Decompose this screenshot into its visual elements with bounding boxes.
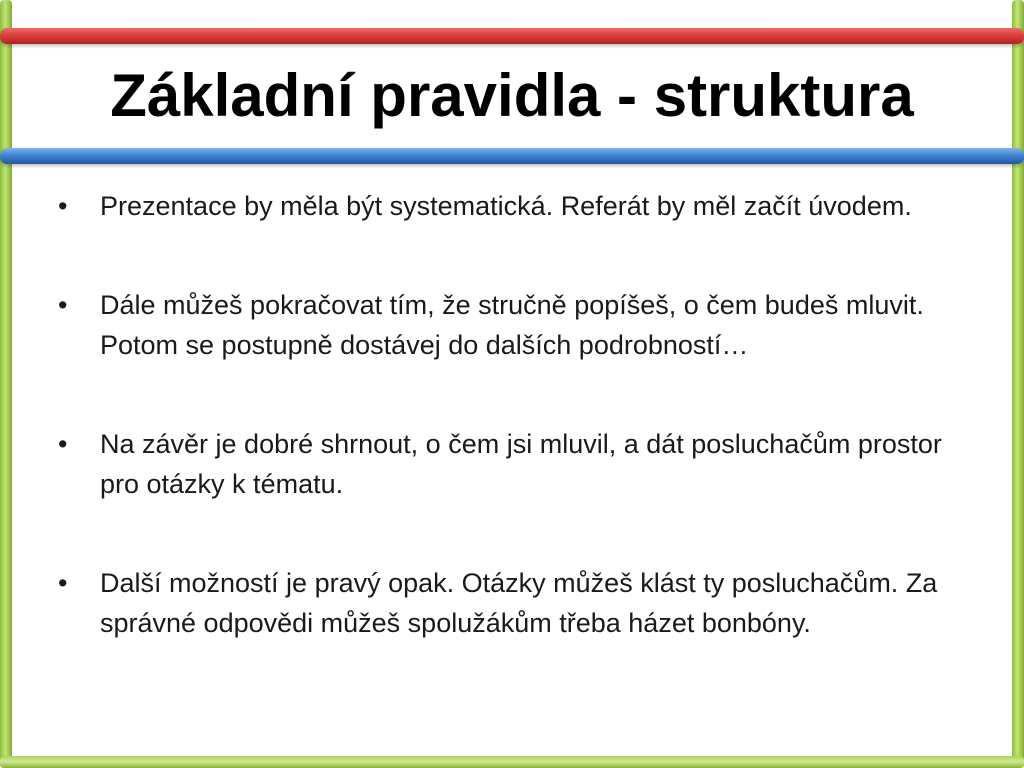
title-underline-bar	[0, 148, 1024, 164]
bullet-text: Na závěr je dobré shrnout, o čem jsi mluvil, a dát posluchačům prostor pro otázky k tématu.	[100, 429, 942, 499]
bullet-text: Další možností je pravý opak. Otázky můžeš klást ty posluchačům. Za správné odpovědi můžeš spolužákům třeba házet bonbóny.	[100, 568, 938, 638]
bullet-text: Dále můžeš pokračovat tím, že stručně popíšeš, o čem budeš mluvit. Potom se postupně dostávej do dalších podrobností…	[100, 290, 924, 360]
bullet-item	[56, 563, 956, 643]
bullet-text: Prezentace by měla být systematická. Referát by měl začít úvodem.	[100, 191, 912, 221]
bottom-frame-bar	[0, 756, 1024, 768]
top-accent-bar	[0, 28, 1024, 44]
bullet-icon: •	[58, 290, 68, 320]
bullet-list	[56, 186, 956, 702]
bullet-item	[56, 285, 956, 365]
slide-title: Základní pravidla - struktura	[110, 62, 914, 129]
bullet-icon: •	[58, 568, 68, 598]
bullet-icon: •	[58, 191, 68, 221]
bullet-icon: •	[58, 429, 68, 459]
bullet-item	[56, 424, 956, 504]
bullet-item	[56, 186, 956, 226]
